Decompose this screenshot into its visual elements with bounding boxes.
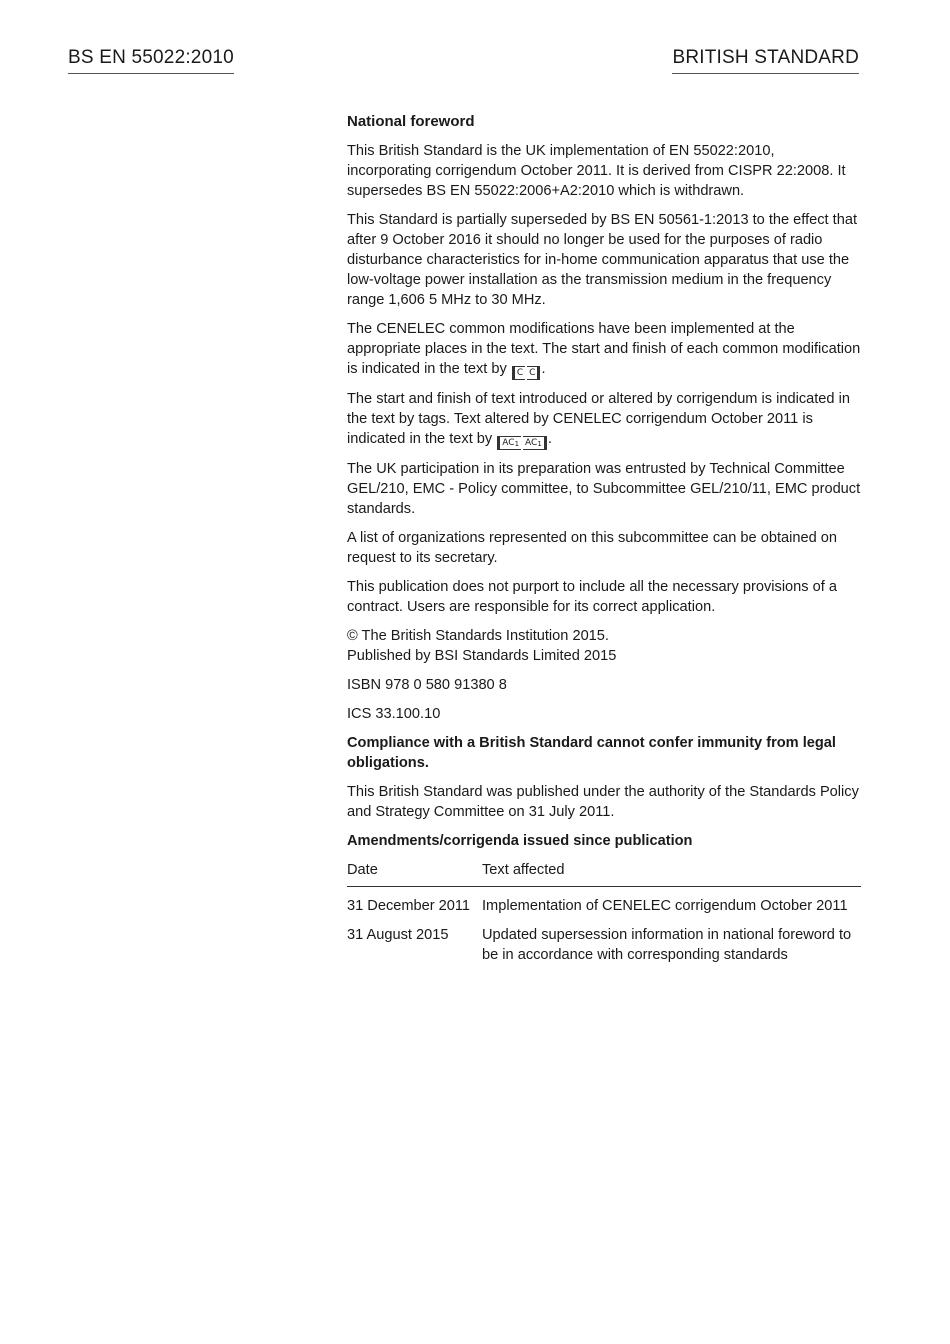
amendment-date: 31 August 2015	[347, 927, 449, 943]
paragraph-contract: This publication does not purport to include all the necessary provisions of a contract. Users are responsible for its correct application.	[347, 579, 837, 615]
amendment-text: Updated supersession information in national foreword to be in accordance with corresponding standards	[482, 927, 852, 963]
corrigendum-end-tag: $AC_1$	[523, 436, 547, 450]
authority-statement: This British Standard was published under the authority of the Standards Policy and Strategy Committee on 31 July 2011.	[347, 784, 859, 820]
paragraph-supersession: This Standard is partially superseded by BS EN 50561-1:2013 to the effect that after 9 October 2016 it should no longer be used for the purposes of radio disturbance characteristics for in-home communication apparatus that use the low-voltage power installation as the transmission medium in the frequency range 1,606 5 MHz to 30 MHz.	[347, 212, 858, 308]
common-mod-end-tag: C	[527, 366, 540, 380]
amendment-date: 31 December 2011	[347, 898, 471, 914]
compliance-statement: Compliance with a British Standard cannot confer immunity from legal obligations.	[347, 735, 836, 771]
column-header-text-affected: Text affected	[482, 860, 861, 887]
common-mod-start-tag: C	[512, 366, 525, 380]
corrigendum-start-tag: $AC_1$	[497, 436, 521, 450]
ics: ICS 33.100.10	[347, 706, 441, 722]
foreword-column	[347, 112, 861, 965]
paragraph-common-modifications: The CENELEC common modifications have been implemented at the appropriate places in the text. The start and finish of each common modification is indicated in the text by C C .	[347, 321, 861, 378]
amendments-table	[347, 860, 861, 965]
paragraph-corrigendum: The start and finish of text introduced or altered by corrigendum is indicated in the text by tags. Text altered by CENELEC corrigendum October 2011 is indicated in the text by $AC_1$ $AC_1$ .	[347, 391, 850, 448]
table-row	[347, 916, 861, 965]
common-mod-text: The CENELEC common modifications have been implemented at the appropriate places in the text. The start and finish of each common modification is indicated in the text by	[347, 321, 861, 377]
document-id: BS EN 55022:2010	[68, 46, 234, 74]
paragraph-organizations: A list of organizations represented on this subcommittee can be obtained on request to its secretary.	[347, 530, 838, 566]
paragraph-implementation: This British Standard is the UK implementation of EN 55022:2010, incorporating corrigendum October 2011. It is derived from CISPR 22:2008. It supersedes BS EN 55022:2006+A2:2010 which is withdrawn.	[347, 143, 846, 199]
paragraph-copyright	[347, 626, 861, 666]
table-header-row	[347, 860, 861, 887]
copyright-line: © The British Standards Institution 2015.	[347, 628, 609, 644]
foreword-title: National foreword	[347, 113, 475, 130]
paragraph-participation: The UK participation in its preparation was entrusted by Technical Committee GEL/210, EMC - Policy committee, to Subcommittee GEL/210/11, EMC product standards.	[347, 461, 861, 517]
column-header-date: Date	[347, 860, 482, 887]
table-row	[347, 887, 861, 917]
amendments-title: Amendments/corrigenda issued since publication	[347, 833, 693, 849]
amendment-text: Implementation of CENELEC corrigendum October 2011	[482, 898, 848, 914]
document-type: BRITISH STANDARD	[672, 46, 859, 74]
published-line: Published by BSI Standards Limited 2015	[347, 648, 617, 664]
isbn: ISBN 978 0 580 91380 8	[347, 677, 507, 693]
corrigendum-text: The start and finish of text introduced or altered by corrigendum is indicated in the text by tags. Text altered by CENELEC corrigendum October 2011 is indicated in the text by	[347, 391, 850, 447]
